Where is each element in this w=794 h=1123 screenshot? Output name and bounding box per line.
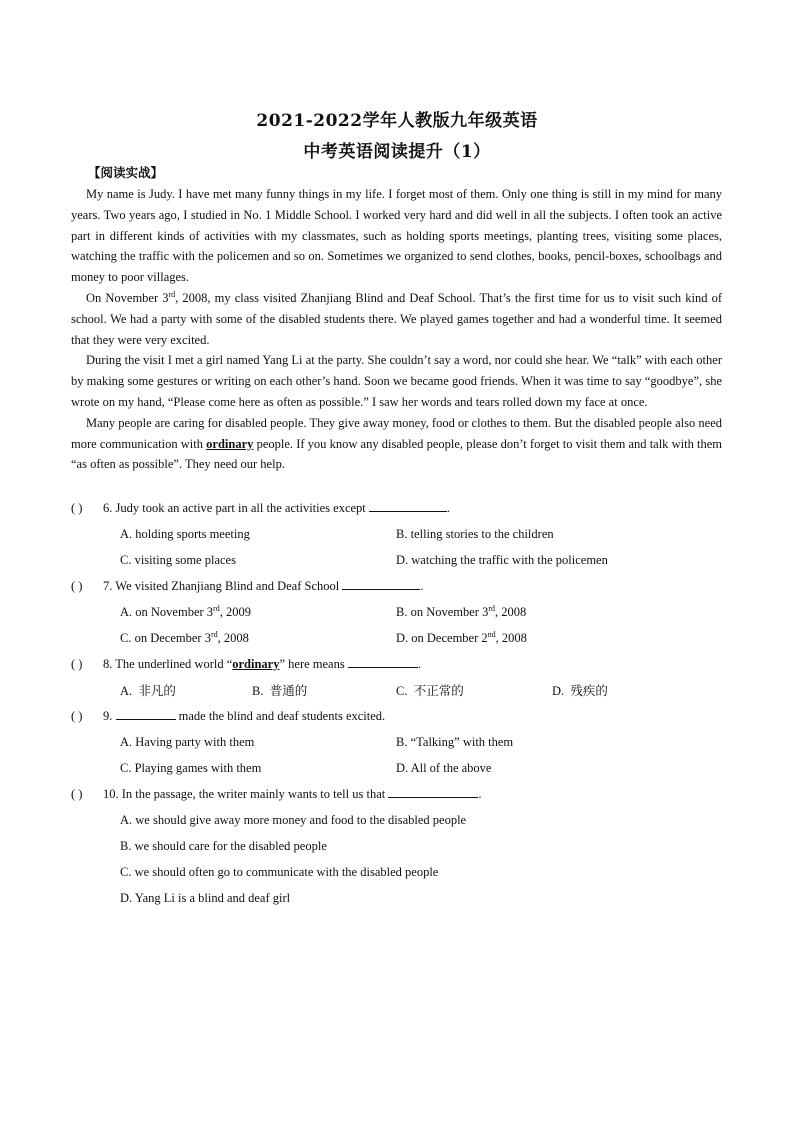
question-text: 10. In the passage, the writer mainly wants to tell us that xyxy=(103,787,386,801)
option-text: B. on November 3 xyxy=(396,605,489,619)
question-end: . xyxy=(420,579,424,593)
question-10-stem xyxy=(71,784,481,804)
option-text: , 2008 xyxy=(495,605,527,619)
option-text: C. on December 3 xyxy=(120,631,211,645)
passage-paragraph-2 xyxy=(71,288,722,350)
question-9-stem xyxy=(71,706,385,726)
option-d[interactable] xyxy=(552,681,608,701)
question-end: . xyxy=(417,657,421,671)
option-letter: C. xyxy=(396,684,408,698)
reading-passage xyxy=(71,184,722,475)
paragraph-text: people. If you know any disabled people, please don’t forget to visit them and talk with them “as often as possible”. They need our help. xyxy=(71,436,722,472)
answer-blank[interactable] xyxy=(116,707,176,720)
answer-parentheses[interactable]: ( ) xyxy=(71,501,83,515)
option-text: , 2008 xyxy=(495,631,527,645)
option-text: D. on December 2 xyxy=(396,631,488,645)
ordinal-suffix: nd xyxy=(487,629,496,639)
answer-parentheses[interactable]: ( ) xyxy=(71,787,83,801)
option-c[interactable]: C. Playing games with them xyxy=(120,761,262,775)
answer-blank[interactable] xyxy=(342,577,420,590)
option-a[interactable]: A. holding sports meeting xyxy=(120,527,250,541)
underlined-word: ordinary xyxy=(232,657,280,671)
option-text: , 2009 xyxy=(219,605,251,619)
option-text: 不正常的 xyxy=(413,683,464,698)
option-a[interactable] xyxy=(120,681,176,701)
paragraph-text: Many people are caring for disabled people. They give away money, food or clothes to them. But the disabled people also need more communication with xyxy=(71,415,722,451)
option-c[interactable]: C. we should often go to communicate with the disabled people xyxy=(120,865,439,879)
option-text: , 2008 xyxy=(217,631,249,645)
paragraph-text: On November 3 xyxy=(86,290,169,305)
answer-blank[interactable] xyxy=(388,785,478,798)
option-a[interactable]: A. we should give away more money and food to the disabled people xyxy=(120,813,467,827)
question-6-stem xyxy=(71,498,450,518)
section-label: 【阅读实战】 xyxy=(88,165,164,180)
question-8-stem xyxy=(71,654,421,674)
ordinal-suffix: rd xyxy=(210,629,218,639)
option-text: 普通的 xyxy=(269,683,308,698)
ordinal-suffix: rd xyxy=(168,289,176,299)
option-b[interactable]: B. “Talking” with them xyxy=(396,735,514,749)
answer-blank[interactable] xyxy=(348,655,418,668)
ordinal-suffix: rd xyxy=(213,603,220,613)
option-b[interactable]: B. we should care for the disabled people xyxy=(120,839,327,853)
answer-parentheses[interactable]: ( ) xyxy=(71,579,83,593)
question-end: . xyxy=(478,787,482,801)
option-b[interactable]: B. telling stories to the children xyxy=(396,527,554,541)
option-letter: D. xyxy=(552,684,565,698)
option-b[interactable] xyxy=(396,602,526,622)
question-text: 8. The underlined world “ xyxy=(103,657,233,671)
underlined-word: ordinary xyxy=(206,436,254,451)
option-c[interactable] xyxy=(396,681,464,701)
option-b[interactable] xyxy=(252,681,307,701)
option-text: A. on November 3 xyxy=(120,605,214,619)
option-c[interactable] xyxy=(120,628,249,648)
question-number: 9. xyxy=(103,709,113,723)
option-text: 残疾的 xyxy=(570,683,608,698)
option-d[interactable]: D. watching the traffic with the policemen xyxy=(396,553,608,567)
question-7-stem xyxy=(71,576,423,596)
question-text: 7. We visited Zhanjiang Blind and Deaf School xyxy=(103,579,340,593)
question-text: 6. Judy took an active part in all the activities except xyxy=(103,501,366,515)
question-text: ” here means xyxy=(279,657,345,671)
passage-paragraph-3: During the visit I met a girl named Yang Li at the party. She couldn’t say a word, nor could she hear. We “talk” with each other by making some gestures or writing on each other’s hand. Soon we became good friends. When it was time to say “goodbye”, she wrote on my hand, “Please come here as often as possible.” I saw her words and tears rolled down my face at once. xyxy=(71,353,722,409)
option-text: 非凡的 xyxy=(138,683,176,698)
question-end: . xyxy=(446,501,451,515)
option-a[interactable] xyxy=(120,602,251,622)
option-a[interactable]: A. Having party with them xyxy=(120,735,255,749)
document-title: 2021-2022学年人教版九年级英语 xyxy=(256,111,538,131)
passage-paragraph-4 xyxy=(71,413,722,475)
question-text: made the blind and deaf students excited. xyxy=(178,709,386,723)
answer-parentheses[interactable]: ( ) xyxy=(71,709,83,723)
answer-blank[interactable] xyxy=(369,499,447,512)
passage-paragraph-1: My name is Judy. I have met many funny things in my life. I forget most of them. Only one thing is still in my mind for many years. Two years ago, I studied in No. 1 Middle School. I worked very hard and did well in all the subjects. I often took an active part in different kinds of activities with my classmates, such as holding sports meetings, planting trees, visiting some places, watching the traffic with the policemen and so on. Sometimes we organized to send clothes, books, pencil-boxes, schoolbags and money to poor villages. xyxy=(71,187,722,285)
option-d[interactable]: D. All of the above xyxy=(396,761,492,775)
option-d[interactable] xyxy=(396,628,527,648)
option-letter: B. xyxy=(252,684,264,698)
paragraph-text: , 2008, my class visited Zhanjiang Blind and Deaf School. That’s the first time for us to visit such kind of school. We had a party with some of the disabled students there. We played games together and had a wonderful time. It seemed that they were very excited. xyxy=(71,290,722,347)
option-d[interactable]: D. Yang Li is a blind and deaf girl xyxy=(120,891,291,905)
document-subtitle: 中考英语阅读提升（1） xyxy=(303,142,491,162)
ordinal-suffix: rd xyxy=(488,603,496,613)
option-c[interactable]: C. visiting some places xyxy=(120,553,236,567)
answer-parentheses[interactable]: ( ) xyxy=(71,657,83,671)
option-letter: A. xyxy=(120,684,133,698)
